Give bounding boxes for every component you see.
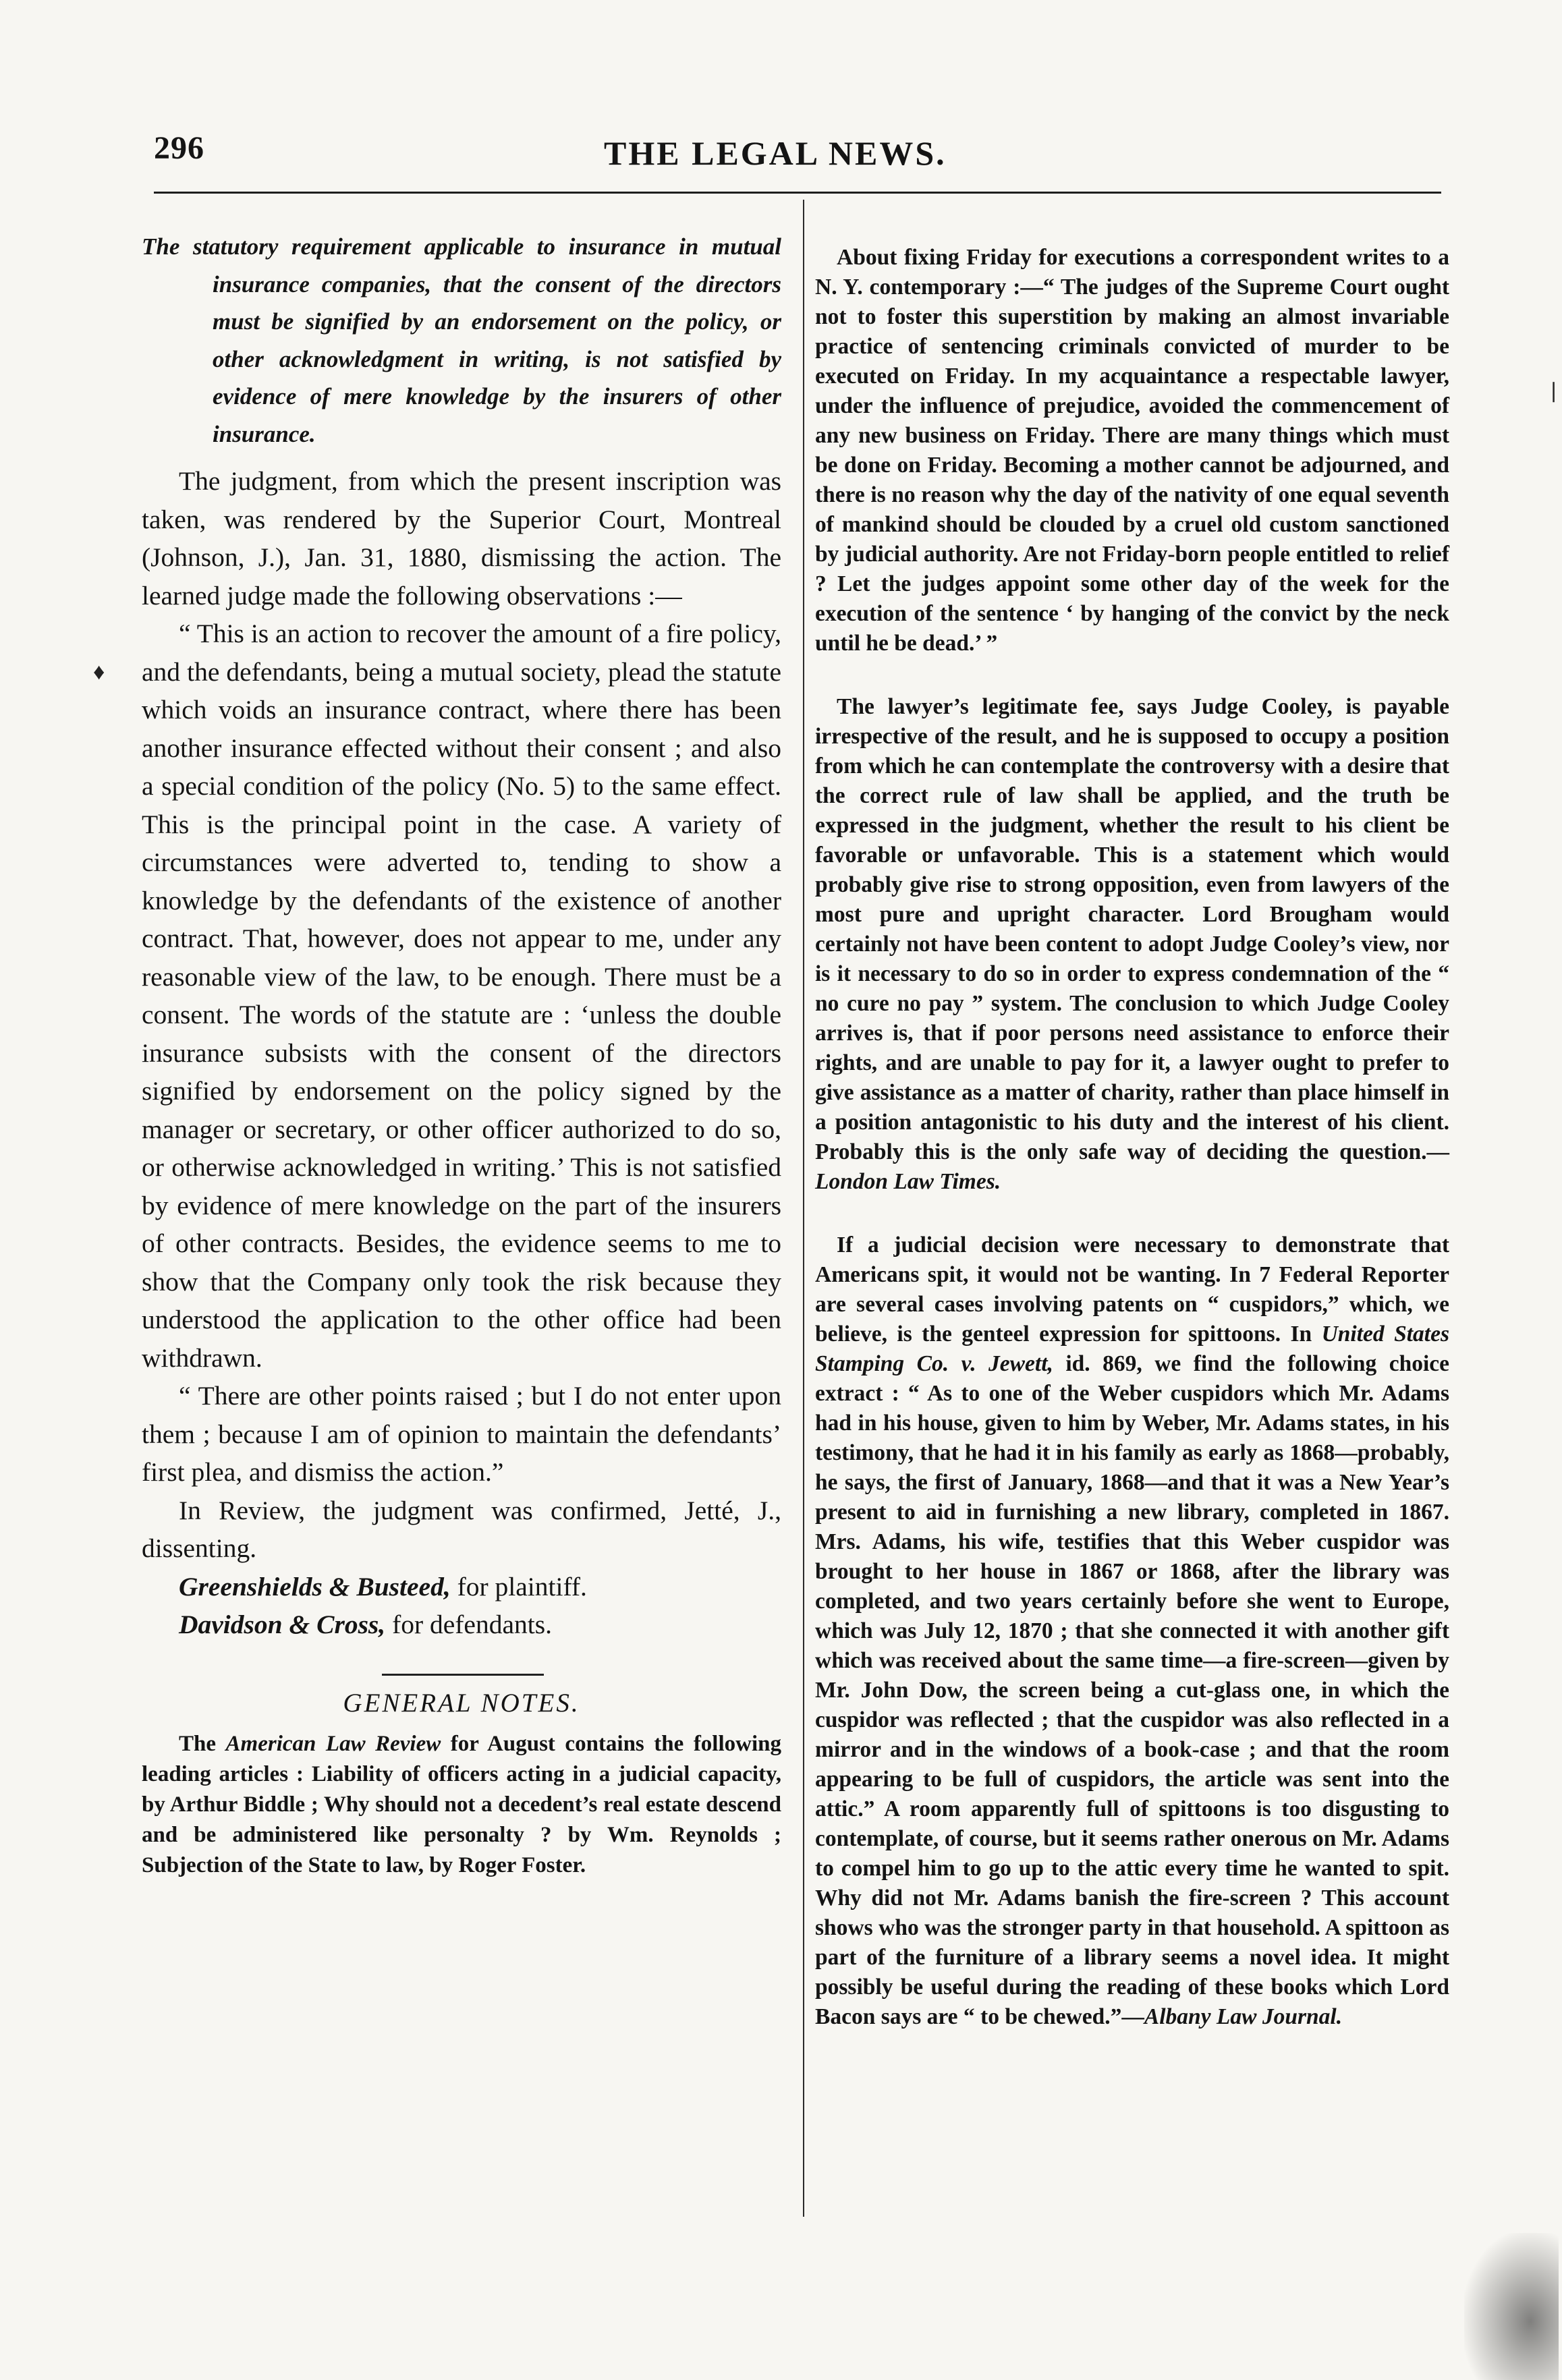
counsel-names: Greenshields & Busteed, [179,1571,451,1602]
source-attribution: London Law Times. [815,1169,1001,1194]
page-number: 296 [154,130,204,166]
source-attribution: Albany Law Journal. [1144,2004,1343,2029]
cuspidor-note: If a judicial decision were necessary to demonstrate that Americans spit, it would not be wanting. In 7 Federal Reporter are several cases involving patents on “ cuspidors,” which, we believe, is the genteel expression for spittoons. In United States Stamping Co. v. Jewett, id. 869, we find the following choice extract : “ As to one of the Weber cuspidors which Mr. Adams had in his house, given to him by Weber, Mr. Adams states, in his testimony, that he had it in his family as early as 1868—probably, he says, the first of January, 1868—and that it was a New Year’s present to aid in furnishing a new library, completed in 1867. Mrs. Adams, his wife, testifies that this Weber cuspidor was brought to her house in 1867 or 1868, after the library was completed, and two years certainly before she went to Europe, which was July 12, 1870 ; that she connected it with another gift which was received about the same time—a fire-screen—given by Mr. John Dow, the screen being a cut-glass one, in which the cuspidor was reflected ; that the cuspidor was also reflected in a mirror and in the windows of a book-case ; and that the room appearing to be full of cuspidors, the article was sent into the attic.” A room apparently full of spittoons is too disgusting to contemplate, of course, but it seems rather onerous on Mr. Adams to compel him to go up to the attic every time he wanted to spit. Why did not Mr. Adams banish the fire-screen ? This account shows who was the stronger party in that household. A spittoon as part of the furniture of a library seems a novel idea. It might possibly be useful during the reading of these books which Lord Bacon says are “ to be chewed.”—Albany Law Journal. [815,1232,1449,2029]
lawyer-fee-note: The lawyer’s legitimate fee, says Judge Cooley, is payable irrespective of the result, and he is supposed to occupy a position from which he can contemplate the controversy with a desire that the correct rule of law shall be applied, and the truth be expressed in the judgment, whether the result to his client be favorable or unfavorable. This is a statement which would probably give rise to strong opposition, even from lawyers of the most pure and upright character. Lord Brougham would certainly not have been content to adopt Judge Cooley’s view, nor is it necessary to do so in order to express condemnation of the “ no cure no pay ” system. The conclusion to which Judge Cooley arrives is, that if poor persons need assistance to enforce their rights, and are unable to pay for it, a lawyer ought to prefer to give assistance as a matter of charity, rather than place himself in a position antagonistic to his duty and the interest of his client. Probably this is the only safe way of deciding the question.—London Law Times. [815,694,1450,1194]
case-syllabus: The statutory requirement applicable to insurance in mutual insurance companies, that the consent of the directors must be signified by an endorsement on the policy, or other acknowledgment in writing, is not satisfied by evidence of mere knowledge by the insurers of other insurance. [142,233,781,447]
margin-speck: ❘ [1545,380,1562,402]
body-paragraph: “ This is an action to recover the amount of a fire policy, and the defendants, being a mutual society, plead the statute which voids an insurance contract, where there has been another insurance effected without their consent ; and also a special condition of the policy (No. 5) to the same effect. This is the principal point in the case. A variety of circumstances were adverted to, tending to show a knowledge by the defendants of the existence of another contract. That, however, does not appear to me, under any reasonable view of the law, to be enough. There must be a consent. The words of the statute are : ‘unless the double insurance subsists with the consent of the directors signified by endorsement on the policy signed by the manager or secretary, or other officer authorized to do so, or otherwise acknowledged in writing.’ This is not satisfied by evidence of mere knowledge on the part of the insurers of other contracts. Besides, the evidence seems to me to show that the Company only took the risk because they understood the application to the other office had been withdrawn. [142,619,781,1373]
friday-executions-note: About fixing Friday for executions a correspondent writes to a N. Y. contemporary :—“ The judges of the Supreme Court ought not to foster this superstition by making an almost invariable practice of sentencing criminals convicted of murder to be executed on Friday. In my acquaintance a respectable lawyer, under the influence of prejudice, avoided the commencement of any new business on Friday. There are many things which must be done on Friday. Becoming a mother cannot be adjourned, and there is no reason why the day of the nativity of one equal seventh of mankind should be clouded by a cruel old custom sanctioned by judicial authority. Are not Friday-born people entitled to relief ? Let the judges appoint some other day of the week for the execution of the sentence ‘ by hanging of the convict by the neck until he be dead.’ ” [815,245,1449,656]
counsel-names: Davidson & Cross, [179,1610,386,1639]
right-column [815,243,1449,2066]
counsel-plaintiff [142,1568,781,1606]
section-heading: GENERAL NOTES. [343,1688,580,1718]
general-notes-paragraph: The American Law Review for August contains the following leading articles : Liability of officers acting in a judicial capacity, by Arthur Biddle ; Why should not a decedent’s real estate descend and be administered like personalty ? by Wm. Reynolds ; Subjection of the State to law, by Roger Foster. [142,1731,782,1877]
counsel-defendants [142,1606,781,1644]
body-paragraph: In Review, the judgment was confirmed, Jetté, J., dissenting. [142,1495,781,1563]
counsel-role: for plaintiff. [457,1571,587,1602]
body-paragraph: “ There are other points raised ; but I do not enter upon them ; because I am of opinion to maintain the defendants’ first plea, and dismiss the action.” [142,1381,781,1487]
running-head: THE LEGAL NEWS. [604,134,947,172]
margin-speck: ♦ [93,660,105,685]
body-paragraph: The judgment, from which the present inscription was taken, was rendered by the Superior Court, Montreal (Johnson, J.), Jan. 31, 1880, dismissing the action. The learned judge made the following observations :— [142,466,781,611]
header-rule [154,192,1441,194]
section-rule [382,1674,544,1676]
journal-title: American Law Review [225,1731,441,1756]
case-name: United States Stamping Co. v. Jewett, [815,1322,1449,1376]
counsel-role: for defendants. [392,1610,552,1639]
column-divider [803,200,804,2217]
page-smudge [1464,2233,1559,2380]
left-column [142,228,781,1881]
